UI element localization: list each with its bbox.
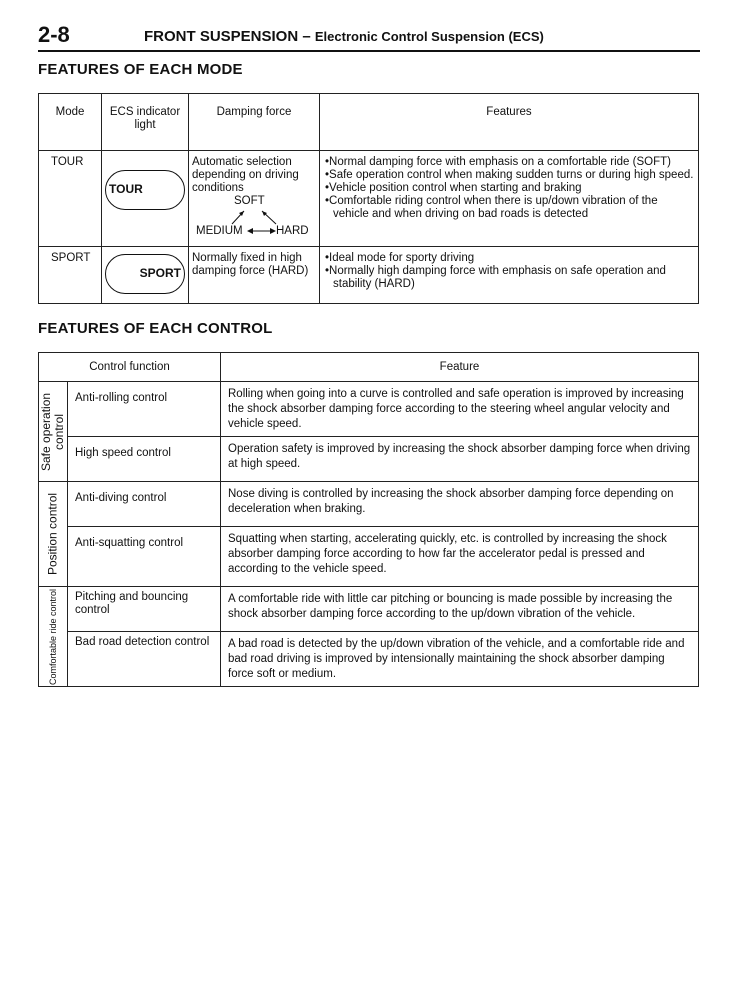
- control-function: Anti-rolling control: [68, 382, 221, 437]
- mode-table: [38, 93, 699, 304]
- sport-indicator-light: [105, 254, 185, 294]
- mode-table-header: [39, 94, 699, 151]
- feature-item: • Comfortable riding control when there is up/down vibration of the vehicle and when driving on bad roads is detected: [325, 195, 695, 221]
- control-function: Bad road detection control: [68, 632, 221, 687]
- table-row: [39, 587, 699, 632]
- table-row: [39, 382, 699, 437]
- indicator-label: TOUR: [109, 182, 143, 196]
- indicator-cell: [102, 247, 189, 304]
- indicator-label: SPORT: [139, 266, 181, 280]
- group-comfortable-ride: [39, 587, 68, 687]
- group-label: Position control: [45, 492, 60, 576]
- header-damping: Damping force: [189, 94, 320, 151]
- control-feature: A comfortable ride with little car pitching or bouncing is made possible by increasing the shock absorber damping force according to the up/down vibration of the vehicle.: [221, 587, 699, 632]
- chapter-title: [144, 28, 544, 45]
- hard-label: HARD: [276, 225, 309, 237]
- control-function: Anti-diving control: [68, 482, 221, 527]
- header-mode: Mode: [39, 94, 102, 151]
- control-feature: Rolling when going into a curve is controlled and safe operation is improved by increasing the shock absorber damping force according to the steering wheel angular velocity and vehicle speed.: [221, 382, 699, 437]
- group-position: [39, 482, 68, 587]
- tour-indicator-light: [105, 170, 185, 210]
- damping-cell: Normally fixed in high damping force (HARD): [189, 247, 320, 304]
- control-feature: Nose diving is controlled by increasing the shock absorber damping force depending on deceleration when braking.: [221, 482, 699, 527]
- group-label: Safe operation control: [39, 392, 66, 471]
- control-function: Anti-squatting control: [68, 527, 221, 587]
- header-indicator: ECS indicator light: [102, 94, 189, 151]
- control-table: [38, 352, 699, 687]
- chapter-name: FRONT SUSPENSION –: [144, 28, 311, 45]
- group-label: Comfortable ride control: [48, 588, 58, 685]
- control-feature: Operation safety is improved by increasing the shock absorber damping force when driving at high speed.: [221, 437, 699, 482]
- damping-cell: [189, 151, 320, 247]
- control-function: High speed control: [68, 437, 221, 482]
- feature-item: • Safe operation control when making sudden turns or during high speed.: [325, 169, 695, 182]
- page-number: 2-8: [38, 22, 70, 47]
- medium-label: MEDIUM: [196, 225, 243, 237]
- mode-name: TOUR: [39, 151, 102, 247]
- table-row: [39, 437, 699, 482]
- header-features: Features: [320, 94, 699, 151]
- mode-row-tour: [39, 151, 699, 247]
- features-cell: [320, 247, 699, 304]
- indicator-cell: [102, 151, 189, 247]
- group-safe-operation: [39, 382, 68, 482]
- table-row: [39, 482, 699, 527]
- feature-item: • Ideal mode for sporty driving: [325, 252, 695, 265]
- table-row: [39, 632, 699, 687]
- chapter-subtitle: Electronic Control Suspension (ECS): [314, 29, 544, 44]
- features-list: [325, 252, 695, 291]
- feature-item: • Normal damping force with emphasis on a comfortable ride (SOFT): [325, 156, 695, 169]
- soft-label: SOFT: [234, 195, 265, 207]
- mode-section-title: FEATURES OF EACH MODE: [38, 61, 243, 78]
- damping-text: Automatic selection depending on driving conditions: [192, 156, 299, 194]
- mode-name: SPORT: [39, 247, 102, 304]
- features-list: [325, 156, 695, 221]
- damping-diagram: [192, 195, 312, 241]
- control-function: Pitching and bouncing control: [68, 587, 221, 632]
- table-row: [39, 527, 699, 587]
- mode-row-sport: [39, 247, 699, 304]
- page-header: [38, 24, 700, 52]
- control-section-title: FEATURES OF EACH CONTROL: [38, 320, 273, 337]
- feature-item: • Normally high damping force with emphasis on safe operation and stability (HARD): [325, 265, 695, 291]
- header-feature: Feature: [221, 353, 699, 382]
- control-feature: A bad road is detected by the up/down vibration of the vehicle, and a comfortable ride and bad road driving is improved by intensionally maintaining the shock absorber damping force soft or medium.: [221, 632, 699, 687]
- control-feature: Squatting when starting, accelerating quickly, etc. is controlled by increasing the shock absorber damping force according to how far the accelerator pedal is pressed and according to the vehicle speed.: [221, 527, 699, 587]
- control-table-header: [39, 353, 699, 382]
- header-control-function: Control function: [39, 353, 221, 382]
- feature-item: • Vehicle position control when starting and braking: [325, 182, 695, 195]
- features-cell: [320, 151, 699, 247]
